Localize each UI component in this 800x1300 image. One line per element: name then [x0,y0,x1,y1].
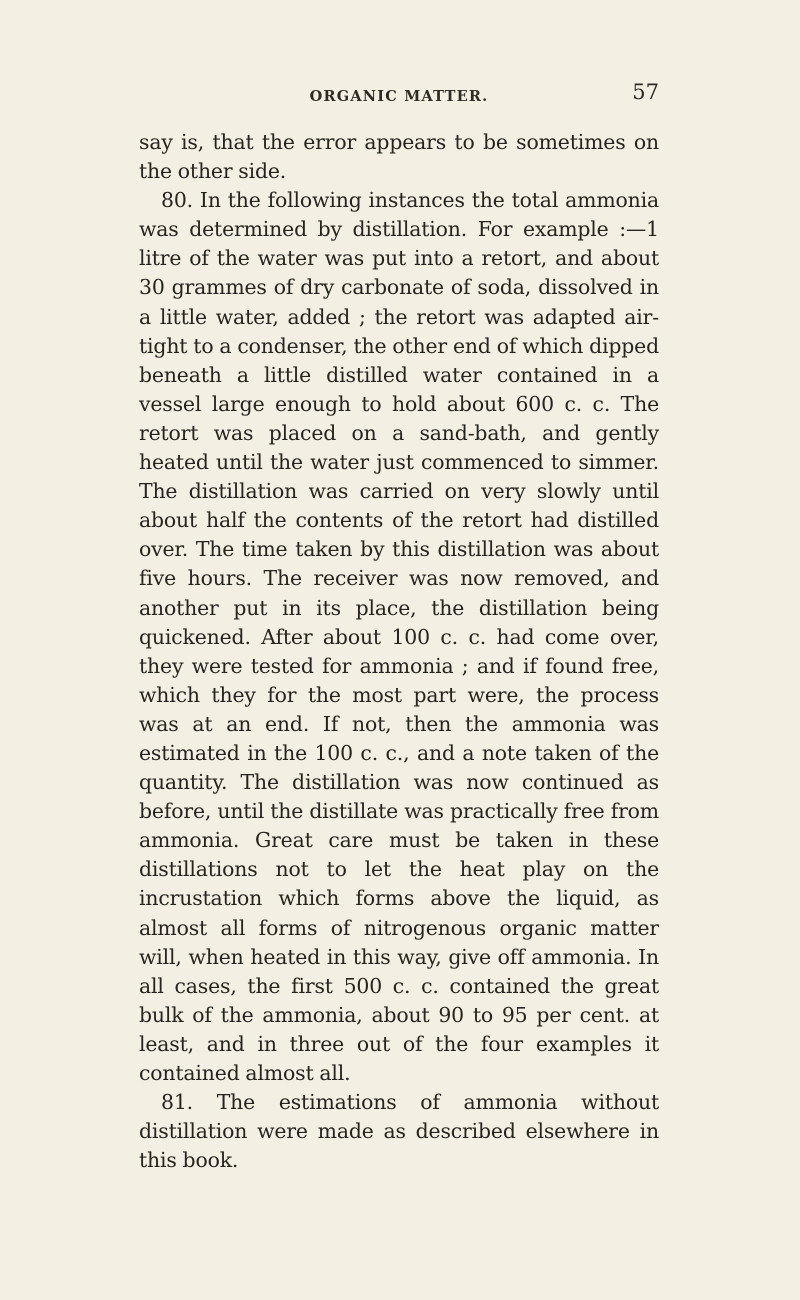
body-text [139,128,659,1175]
page-number: 57 [632,80,659,104]
page-header [139,80,659,110]
paragraph-81: 81. The estimations of ammonia without distillation were made as described elsewhere in this book. [139,1090,659,1173]
paragraph-80: 80. In the following instances the total ammonia was determined by distillation. For example :—1 litre of the water was put into a retort, and about 30 grammes of dry carbonate of soda, dissolved in a little water, added ; the retort was adapted air-tight to a condenser, the other end of which dipped beneath a little distilled water contained in a vessel large enough to hold about 600 c. c. The retort was placed on a sand-bath, and gently heated until the water just commenced to simmer. The distillation was carried on very slowly until about half the contents of the retort had distilled over. The time taken by this distillation was about five hours. The receiver was now removed, and another put in its place, the distillation being quickened. After about 100 c. c. had come over, they were tested for ammonia ; and if found free, which they for the most part were, the process was at an end. If not, then the ammonia was estimated in the 100 c. c., and a note taken of the quantity. The distillation was now continued as before, until the distillate was practically free from ammonia. Great care must be taken in these distillations not to let the heat play on the incrustation which forms above the liquid, as almost all forms of nitrogenous organic matter will, when heated in this way, give off ammonia. In all cases, the first 500 c. c. contained the great bulk of the ammonia, about 90 to 95 per cent. at least, and in three out of the four examples it contained almost all. [139,188,659,1085]
running-head: ORGANIC MATTER. [309,88,489,105]
paragraph-continuation: say is, that the error appears to be sometimes on the other side. [139,130,659,184]
